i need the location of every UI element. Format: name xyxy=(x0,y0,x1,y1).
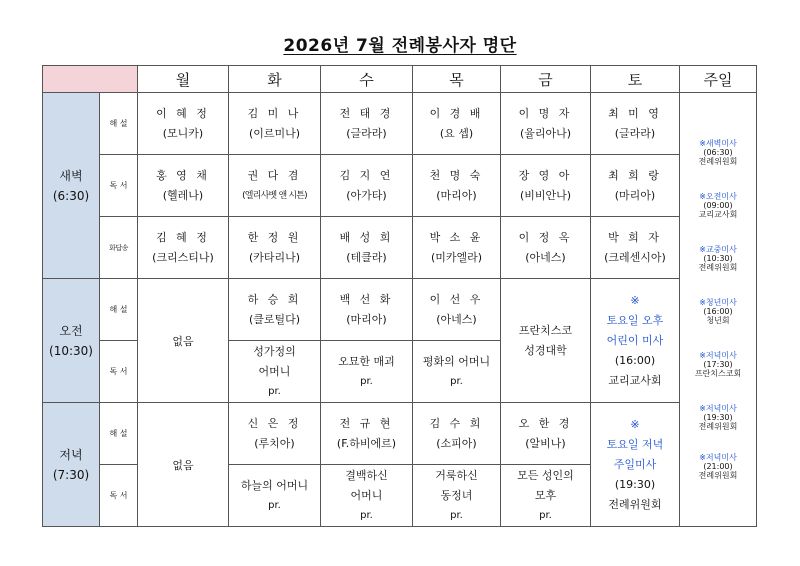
cell-text: (아네스) xyxy=(436,312,477,326)
cell-text: (10:30) xyxy=(703,254,733,263)
cell-text: ※오전미사 xyxy=(699,192,737,201)
schedule-cell xyxy=(138,93,229,155)
schedule-cell xyxy=(229,155,321,217)
page-title xyxy=(0,31,800,56)
role-commentary: 해 설 xyxy=(100,93,138,155)
cell-text: (16:00) xyxy=(703,307,733,316)
cell-text: pr. xyxy=(360,509,373,521)
cell-text: 전례위원회 xyxy=(698,263,738,272)
schedule-cell xyxy=(413,465,501,527)
cell-text: (소피아) xyxy=(436,436,477,450)
cell-text: 하 승 희 xyxy=(247,292,302,306)
schedule-cell xyxy=(501,403,591,465)
saturday-children-mass xyxy=(591,279,680,403)
sunday-mass-item xyxy=(680,453,756,480)
cell-text: pr. xyxy=(450,375,463,387)
cell-text: 전 규 현 xyxy=(339,416,394,430)
cell-text: 프란치스코회 xyxy=(694,369,742,378)
cell-text: 신 은 정 xyxy=(247,416,302,430)
cell-text: ※청년미사 xyxy=(699,298,737,307)
cell-text: (알비나) xyxy=(525,436,566,450)
sunday-mass-item xyxy=(680,404,756,431)
cell-text: (06:30) xyxy=(703,148,733,157)
no-service-cell: 없음 xyxy=(138,279,229,403)
cell-text: 청년회 xyxy=(706,316,730,325)
schedule-table xyxy=(42,65,757,527)
day-header-thu: 목 xyxy=(413,66,501,93)
cell-text: 김 혜 정 xyxy=(156,230,210,244)
cell-text: pr. xyxy=(268,385,281,397)
cell-text: (아네스) xyxy=(525,250,566,264)
cell-text: ※저녁미사 xyxy=(699,453,737,462)
cell-text: 김 지 연 xyxy=(339,168,394,182)
cell-text: 전례위원회 xyxy=(698,471,738,480)
cell-text: 이 선 우 xyxy=(429,292,484,306)
day-header-mon: 월 xyxy=(138,66,229,93)
cell-text: 어머니 xyxy=(258,364,291,378)
no-service-cell: 없음 xyxy=(138,403,229,527)
sunday-mass-item xyxy=(680,139,756,166)
cell-text: 토요일 오후 xyxy=(606,313,664,327)
cell-text: 김 수 희 xyxy=(429,416,484,430)
sunday-mass-item xyxy=(680,245,756,272)
cell-text: (F.하비에르) xyxy=(336,436,397,450)
schedule-cell xyxy=(229,93,321,155)
cell-text: 이 명 자 xyxy=(518,106,573,120)
schedule-cell xyxy=(591,93,680,155)
cell-text: (19:30) xyxy=(703,413,733,422)
cell-text: 어린이 미사 xyxy=(606,333,664,347)
cell-text: (비비안나) xyxy=(519,188,572,202)
cell-text: 결백하신 xyxy=(345,468,388,482)
cell-text: pr. xyxy=(539,509,552,521)
cell-text: (마리아) xyxy=(614,188,656,202)
cell-text: 이 정 옥 xyxy=(518,230,573,244)
saturday-evening-mass xyxy=(591,403,680,527)
friday-morning-cell xyxy=(501,279,591,403)
cell-text: 오전 xyxy=(59,323,83,338)
cell-text: ※저녁미사 xyxy=(699,404,737,413)
schedule-cell xyxy=(501,155,591,217)
cell-text: (이르미나) xyxy=(248,126,301,140)
cell-text: 최 미 영 xyxy=(608,106,662,120)
cell-text: 홍 영 채 xyxy=(156,168,210,182)
cell-text: (21:00) xyxy=(703,462,733,471)
role-commentary: 해 설 xyxy=(100,279,138,341)
cell-text: 배 성 희 xyxy=(339,230,394,244)
cell-text: 토요일 저녁 xyxy=(606,437,664,451)
schedule-cell xyxy=(591,155,680,217)
cell-text: 평화의 어머니 xyxy=(422,354,491,368)
cell-text: 성경대학 xyxy=(524,343,567,357)
cell-text: 이 경 배 xyxy=(429,106,484,120)
cell-text: (10:30) xyxy=(49,343,93,358)
cell-text: (6:30) xyxy=(52,188,90,203)
day-header-wed: 수 xyxy=(321,66,413,93)
schedule-cell xyxy=(413,403,501,465)
cell-text: (테클라) xyxy=(346,250,387,264)
schedule-cell xyxy=(413,93,501,155)
cell-text: 하늘의 어머니 xyxy=(240,478,309,492)
role-reading: 독 서 xyxy=(100,155,138,217)
cell-text: (16:00) xyxy=(614,353,656,367)
cell-text: 한 정 원 xyxy=(247,230,302,244)
schedule-cell xyxy=(321,279,413,341)
cell-text: 거룩하신 xyxy=(435,468,478,482)
cell-text: 권 다 겸 xyxy=(247,168,302,182)
schedule-cell xyxy=(229,217,321,279)
schedule-cell xyxy=(413,279,501,341)
cell-text: 전례위원회 xyxy=(698,157,738,166)
schedule-cell xyxy=(413,217,501,279)
schedule-cell xyxy=(229,403,321,465)
schedule-cell xyxy=(591,217,680,279)
cell-text: (요 셉) xyxy=(439,126,474,140)
period-evening xyxy=(43,403,100,527)
cell-text: (크레센시아) xyxy=(604,250,666,264)
cell-text: ※저녁미사 xyxy=(699,351,737,360)
cell-text: 모후 xyxy=(534,488,557,502)
cell-text: 2026년 7월 전례봉사자 명단 xyxy=(283,36,517,56)
cell-text: 백 선 화 xyxy=(339,292,394,306)
cell-text: (클로틸다) xyxy=(248,312,301,326)
cell-text: 새벽 xyxy=(59,168,83,183)
cell-text: 어머니 xyxy=(350,488,383,502)
schedule-cell xyxy=(413,155,501,217)
cell-text: (17:30) xyxy=(703,360,733,369)
cell-text: pr. xyxy=(450,509,463,521)
cell-text: 천 명 숙 xyxy=(429,168,484,182)
cell-text: (아가타) xyxy=(346,188,387,202)
schedule-cell xyxy=(501,465,591,527)
cell-text: (엘리사벳 앤 시튼) xyxy=(242,190,307,201)
cell-text: 프란치스코 xyxy=(518,323,573,337)
cell-text: 저녁 xyxy=(59,447,83,462)
role-responsorial: 화답송 xyxy=(100,217,138,279)
cell-text: ※새벽미사 xyxy=(699,139,737,148)
cell-text: (카타리나) xyxy=(248,250,301,264)
cell-text: 전례위원회 xyxy=(608,497,662,511)
cell-text: 박 희 자 xyxy=(608,230,662,244)
cell-text: (7:30) xyxy=(52,467,90,482)
cell-text: ※ xyxy=(630,293,640,307)
cell-text: 박 소 윤 xyxy=(429,230,484,244)
cell-text: (마리아) xyxy=(436,188,477,202)
cell-text: 오묘한 매괴 xyxy=(338,354,395,368)
day-header-sun: 주일 xyxy=(680,66,757,93)
cell-text: (헬레나) xyxy=(162,188,204,202)
sunday-mass-item xyxy=(680,351,756,378)
sunday-mass-item xyxy=(680,298,756,325)
schedule-cell xyxy=(321,465,413,527)
period-morning xyxy=(43,279,100,403)
role-reading: 독 서 xyxy=(100,465,138,527)
schedule-cell xyxy=(321,155,413,217)
schedule-cell xyxy=(501,93,591,155)
cell-text: (율리아나) xyxy=(519,126,572,140)
schedule-cell xyxy=(321,403,413,465)
cell-text: 모든 성인의 xyxy=(517,468,574,482)
sunday-mass-list xyxy=(680,93,757,527)
cell-text: (19:30) xyxy=(614,477,656,491)
cell-text: 최 희 랑 xyxy=(608,168,662,182)
sunday-mass-item xyxy=(680,192,756,219)
day-header-fri: 금 xyxy=(501,66,591,93)
schedule-cell xyxy=(501,217,591,279)
cell-text: ※ xyxy=(630,417,640,431)
cell-text: 성가정의 xyxy=(253,344,296,358)
cell-text: 이 혜 정 xyxy=(156,106,210,120)
cell-text: (글라라) xyxy=(346,126,387,140)
role-commentary: 해 설 xyxy=(100,403,138,465)
schedule-cell xyxy=(413,341,501,403)
schedule-cell xyxy=(229,465,321,527)
cell-text: (미카엘라) xyxy=(430,250,483,264)
schedule-cell xyxy=(321,217,413,279)
cell-text: pr. xyxy=(268,499,281,511)
role-reading: 독 서 xyxy=(100,341,138,403)
cell-text: 주일미사 xyxy=(613,457,657,471)
schedule-cell xyxy=(321,341,413,403)
cell-text: (모니카) xyxy=(162,126,204,140)
cell-text: 교리교사회 xyxy=(608,373,662,387)
cell-text: 오 한 경 xyxy=(518,416,573,430)
cell-text: 김 미 나 xyxy=(247,106,302,120)
cell-text: ※교중미사 xyxy=(699,245,737,254)
schedule-cell xyxy=(138,155,229,217)
schedule-cell xyxy=(138,217,229,279)
cell-text: 전례위원회 xyxy=(698,422,738,431)
cell-text: 교리교사회 xyxy=(698,210,738,219)
cell-text: (크리스티나) xyxy=(152,250,214,264)
cell-text: pr. xyxy=(360,375,373,387)
header-corner xyxy=(43,66,138,93)
cell-text: 동정녀 xyxy=(440,488,473,502)
schedule-cell xyxy=(321,93,413,155)
schedule-cell xyxy=(229,279,321,341)
period-dawn xyxy=(43,93,100,279)
cell-text: (글라라) xyxy=(614,126,656,140)
day-header-tue: 화 xyxy=(229,66,321,93)
cell-text: (루치아) xyxy=(254,436,295,450)
cell-text: (마리아) xyxy=(346,312,387,326)
cell-text: 전 태 경 xyxy=(339,106,394,120)
cell-text: (09:00) xyxy=(703,201,733,210)
day-header-sat: 토 xyxy=(591,66,680,93)
schedule-cell xyxy=(229,341,321,403)
cell-text: 장 영 아 xyxy=(518,168,573,182)
